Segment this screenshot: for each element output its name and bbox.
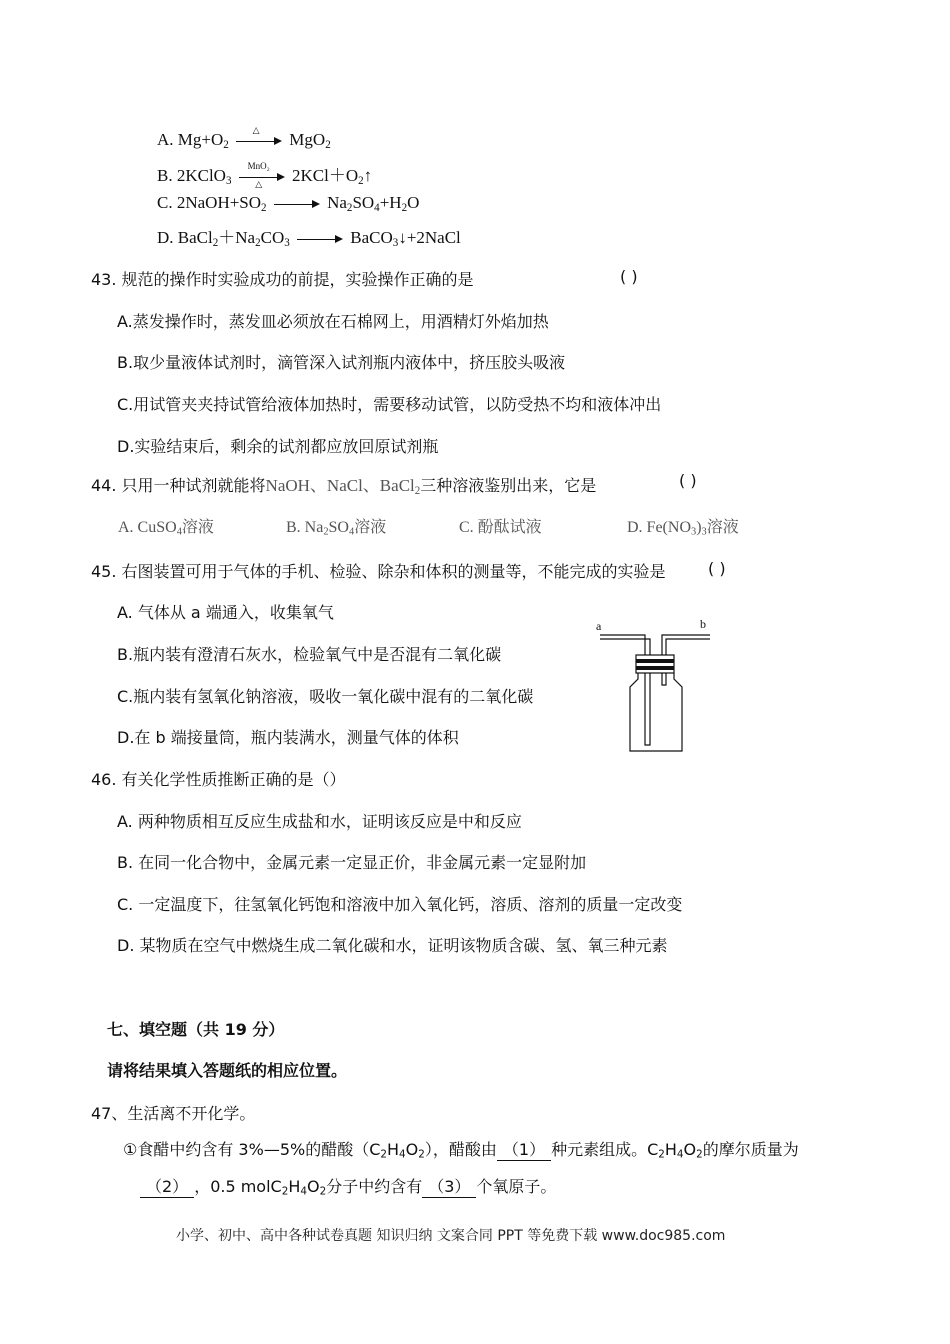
section-instruction: 请将结果填入答题纸的相应位置。 [107, 1061, 348, 1080]
q45-option-a: A. 气体从 a 端通入，收集氧气 [117, 603, 334, 622]
section-title: 七、填空题（共 19 分） [107, 1020, 285, 1039]
q45-answer-bracket: ( ) [708, 559, 726, 578]
q42-option-a: A. $Mg+O_2$ △ MgO$_2$ [157, 125, 331, 151]
q47-line-1: ①食醋中约含有 3%—5%的醋酸$(C_2H_4O_2)$，醋酸由 （1） 种元素组成。$C_2H_4O_2$的摩尔质量为 [123, 1137, 799, 1161]
q44-option-b: B. $Na_2SO_4$溶液 [286, 519, 387, 538]
q45-option-c: C.瓶内装有氢氧化钠溶液，吸收一氧化碳中混有的二氧化碳 [117, 687, 534, 706]
q44-stem: 44. 只用一种试剂就能将NaOH、NaCl、BaCl$_2$三种溶液鉴别出来，它是 [91, 476, 597, 497]
q43-option-b: B.取少量液体试剂时，滴管深入试剂瓶内液体中，挤压胶头吸液 [117, 353, 566, 372]
reaction-arrow-icon: MnO₂ △ [239, 172, 285, 182]
q46-stem: 46. 有关化学性质推断正确的是（） [91, 770, 346, 789]
q46-option-d: D. 某物质在空气中燃烧生成二氧化碳和水，证明该物质含碳、氢、氧三种元素 [117, 936, 668, 955]
q46-option-a: A. 两种物质相互反应生成盐和水，证明该反应是中和反应 [117, 812, 522, 831]
q43-stem: 43. 规范的操作时实验成功的前提，实验操作正确的是 [91, 270, 474, 289]
answer-blank-2: （2） [140, 1174, 194, 1198]
q47-line-2: （2） ，0.5 $molC_2H_4O_2$分子中约含有 （3） 个氧原子。 [140, 1174, 556, 1198]
q43-option-a: A.蒸发操作时，蒸发皿必须放在石棉网上，用酒精灯外焰加热 [117, 312, 549, 331]
q42-option-b: B. 2KClO$_3$ MnO₂ △ $2KCl+O_2↑$ [157, 161, 373, 190]
label-b: b [700, 617, 706, 631]
q42-option-c: C. $2NaOH+SO_2$ $Na_2SO_4+H_2O$ [157, 193, 420, 214]
reaction-arrow-icon [297, 234, 343, 244]
label-a: a [596, 619, 602, 633]
q44-option-c: C. 酚酞试液 [459, 519, 542, 536]
q46-option-c: C. 一定温度下，往氢氧化钙饱和溶液中加入氧化钙，溶质、溶剂的质量一定改变 [117, 895, 683, 914]
q46-option-b: B. 在同一化合物中，金属元素一定显正价，非金属元素一定显附加 [117, 853, 587, 872]
q45-option-d: D.在 b 端接量筒，瓶内装满水，测量气体的体积 [117, 728, 459, 747]
q43-option-c: C.用试管夹夹持试管给液体加热时，需要移动试管，以防受热不均和液体冲出 [117, 395, 662, 414]
reaction-arrow-icon [274, 199, 320, 209]
page-footer: 小学、初中、高中各种试卷真题 知识归纳 文案合同 PPT 等免费下载 www.doc985.com [176, 1228, 726, 1244]
q47-stem: 47、生活离不开化学。 [91, 1104, 256, 1123]
q43-answer-bracket: ( ) [620, 267, 638, 286]
q45-stem: 45. 右图装置可用于气体的手机、检验、除杂和体积的测量等，不能完成的实验是 [91, 562, 666, 581]
q42-option-d: D. $BaCl_2+Na_2CO_3$ BaCO$_3$↓+2NaCl [157, 228, 461, 249]
answer-blank-3: （3） [422, 1174, 476, 1198]
gas-bottle-apparatus-figure [590, 615, 720, 755]
q44-option-a: A. CuSO$_4$溶液 [118, 519, 214, 538]
q44-option-d: D. $Fe(NO_3)_3$溶液 [627, 519, 739, 538]
q44-answer-bracket: ( ) [679, 471, 697, 490]
reaction-arrow-icon: △ [236, 136, 282, 146]
q45-option-b: B.瓶内装有澄清石灰水，检验氧气中是否混有二氧化碳 [117, 645, 502, 664]
answer-blank-1: （1） [497, 1137, 551, 1161]
q43-option-d: D.实验结束后，剩余的试剂都应放回原试剂瓶 [117, 437, 439, 456]
